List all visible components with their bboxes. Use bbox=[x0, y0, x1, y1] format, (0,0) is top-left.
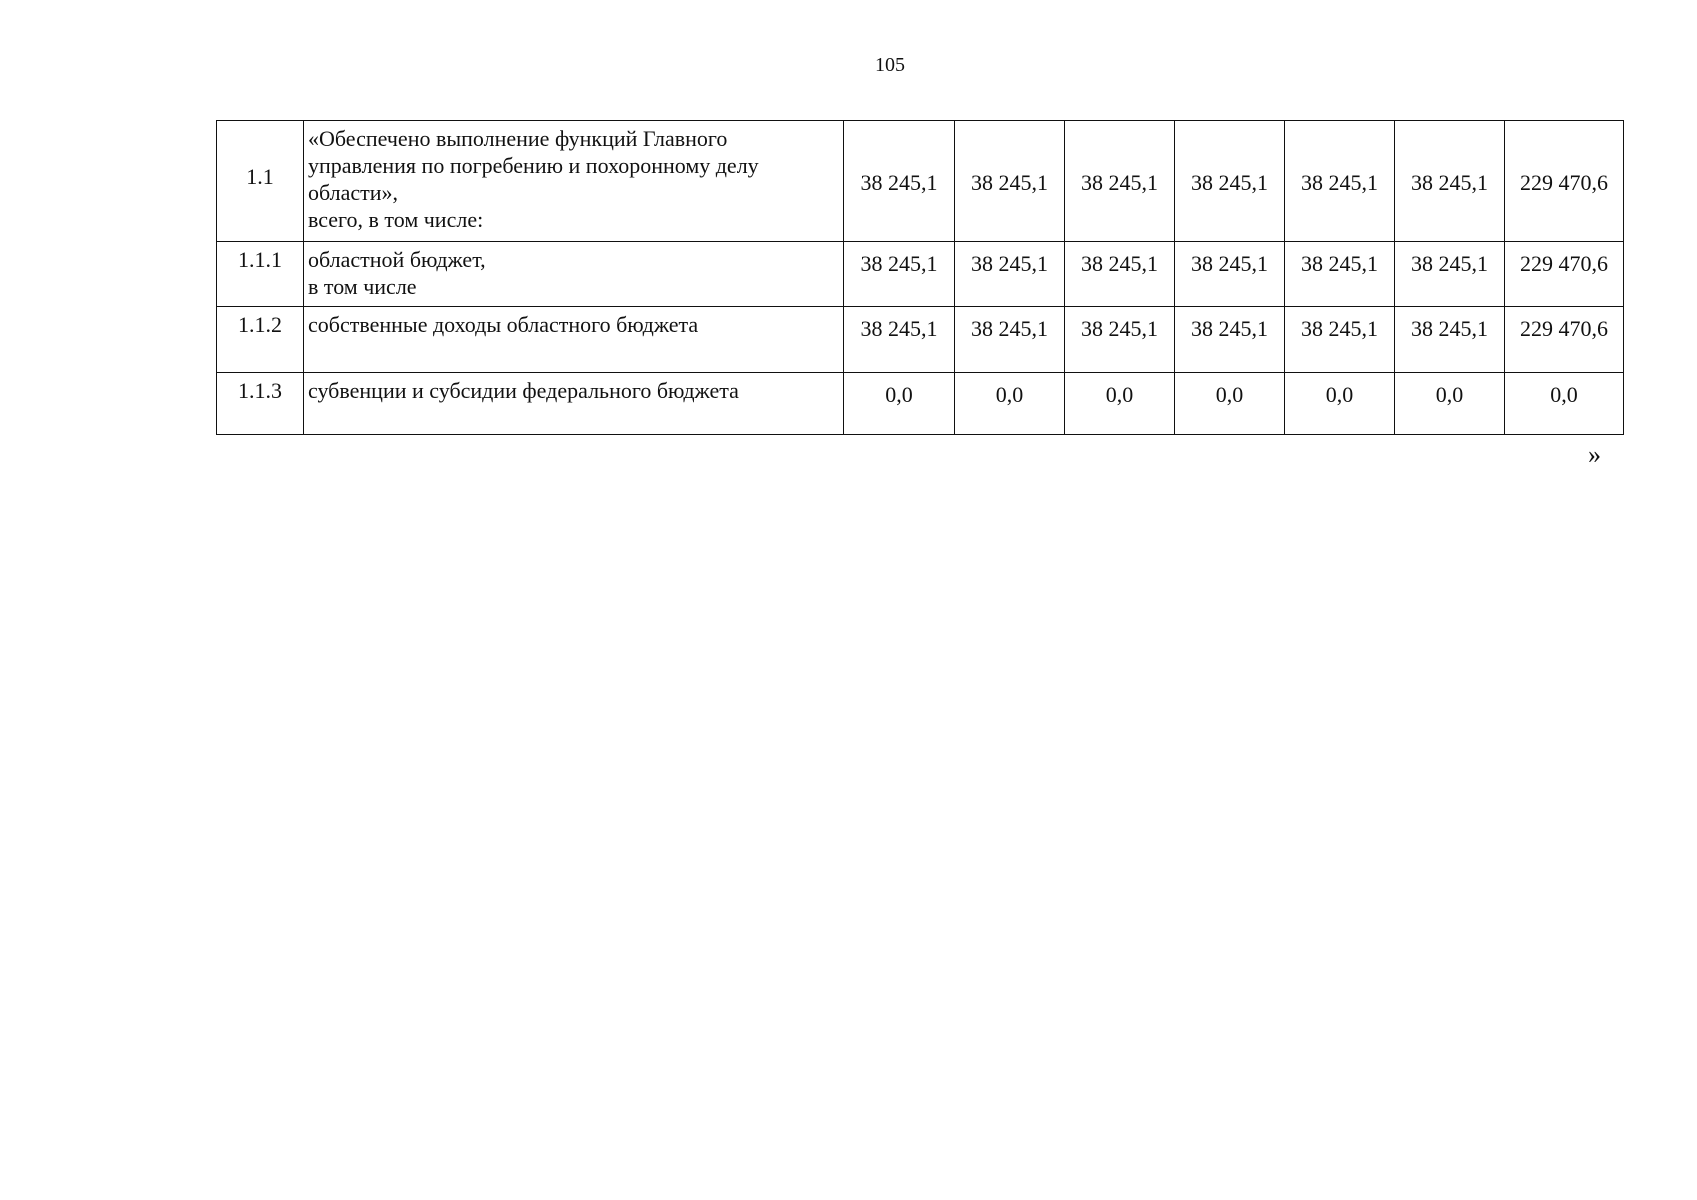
value-cell: 38 245,1 bbox=[1285, 242, 1395, 307]
value-cell: 0,0 bbox=[1395, 373, 1505, 435]
table-row bbox=[217, 242, 1624, 307]
row-description-line: в том числе bbox=[308, 274, 417, 299]
row-description-line: областной бюджет, bbox=[308, 247, 486, 272]
value-cell: 0,0 bbox=[1285, 373, 1395, 435]
value-cell: 0,0 bbox=[955, 373, 1065, 435]
row-description bbox=[304, 242, 844, 307]
row-number: 1.1 bbox=[217, 121, 304, 242]
row-description-line: собственные доходы областного бюджета bbox=[308, 312, 699, 337]
table-row bbox=[217, 307, 1624, 373]
row-description-line: управления по погребению и похоронному делу bbox=[308, 153, 759, 178]
value-cell: 38 245,1 bbox=[1175, 121, 1285, 242]
row-description bbox=[304, 307, 844, 373]
page-number: 105 bbox=[875, 54, 905, 76]
total-cell: 0,0 bbox=[1505, 373, 1624, 435]
row-description-line: субвенции и субсидии федерального бюджета bbox=[308, 378, 739, 403]
value-cell: 38 245,1 bbox=[1065, 242, 1175, 307]
row-description bbox=[304, 121, 844, 242]
value-cell: 38 245,1 bbox=[1175, 307, 1285, 373]
row-number: 1.1.2 bbox=[217, 307, 304, 373]
row-description-line: области», bbox=[308, 180, 399, 205]
row-description bbox=[304, 373, 844, 435]
value-cell: 38 245,1 bbox=[955, 121, 1065, 242]
value-cell: 38 245,1 bbox=[1175, 242, 1285, 307]
value-cell: 38 245,1 bbox=[1065, 307, 1175, 373]
closing-quote: » bbox=[1588, 440, 1601, 469]
value-cell: 0,0 bbox=[1175, 373, 1285, 435]
row-number: 1.1.3 bbox=[217, 373, 304, 435]
value-cell: 38 245,1 bbox=[844, 307, 955, 373]
value-cell: 0,0 bbox=[1065, 373, 1175, 435]
row-description-line: «Обеспечено выполнение функций Главного bbox=[308, 126, 728, 151]
total-cell: 229 470,6 bbox=[1505, 242, 1624, 307]
value-cell: 0,0 bbox=[844, 373, 955, 435]
value-cell: 38 245,1 bbox=[1395, 242, 1505, 307]
value-cell: 38 245,1 bbox=[955, 307, 1065, 373]
value-cell: 38 245,1 bbox=[955, 242, 1065, 307]
value-cell: 38 245,1 bbox=[1395, 307, 1505, 373]
total-cell: 229 470,6 bbox=[1505, 121, 1624, 242]
table-row bbox=[217, 121, 1624, 242]
row-description-line: всего, в том числе: bbox=[308, 207, 484, 232]
value-cell: 38 245,1 bbox=[844, 121, 955, 242]
value-cell: 38 245,1 bbox=[1065, 121, 1175, 242]
row-number: 1.1.1 bbox=[217, 242, 304, 307]
total-cell: 229 470,6 bbox=[1505, 307, 1624, 373]
table-row bbox=[217, 373, 1624, 435]
value-cell: 38 245,1 bbox=[1285, 307, 1395, 373]
value-cell: 38 245,1 bbox=[1285, 121, 1395, 242]
budget-table bbox=[216, 120, 1624, 435]
value-cell: 38 245,1 bbox=[1395, 121, 1505, 242]
value-cell: 38 245,1 bbox=[844, 242, 955, 307]
